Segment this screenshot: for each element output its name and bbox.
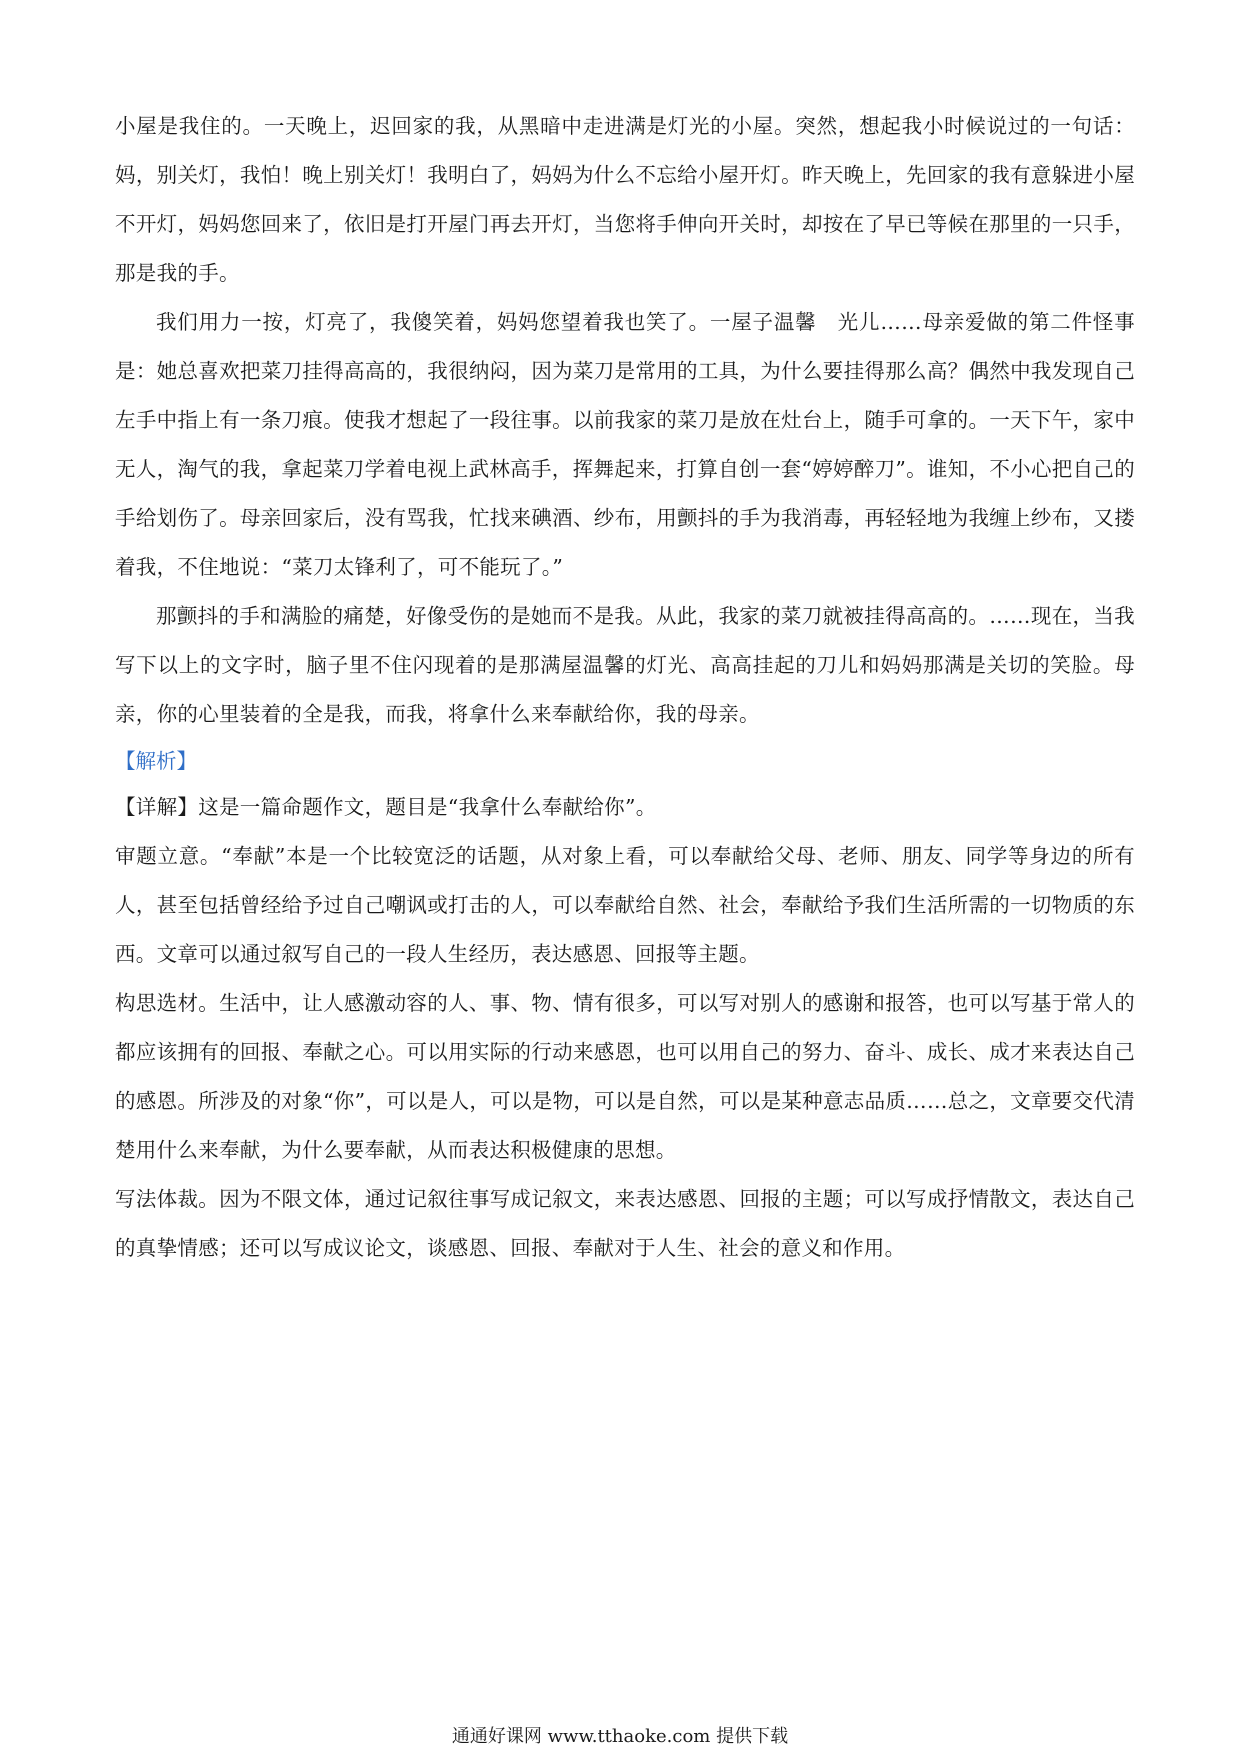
detail-label: 【详解】 xyxy=(115,795,199,819)
analysis-paragraph: 写法体裁。因为不限文体，通过记叙往事写成记叙文，来表达感恩、回报的主题；可以写成抒情散文，表达自己的真挚情感；还可以写成议论文，谈感恩、回报、奉献对于人生、社会的意义和作用。 xyxy=(115,1187,1135,1260)
analysis-section xyxy=(115,739,1135,1273)
analysis-paragraph: 构思选材。生活中，让人感激动容的人、事、物、情有很多，可以写对别人的感谢和报答，也可以写基于常人的都应该拥有的回报、奉献之心。可以用实际的行动来感恩，也可以用自己的努力、奋斗、成长、成才来表达自己的感恩。所涉及的对象“你”，可以是人，可以是物，可以是自然，可以是某种意志品质……总之，文章要交代清楚用什么来奉献，为什么要奉献，从而表达积极健康的思想。 xyxy=(115,991,1135,1162)
page-footer: 通通好课网 www.tthaoke.com 提供下载 xyxy=(451,1726,789,1747)
analysis-paragraph: 审题立意。“奉献”本是一个比较宽泛的话题，从对象上看，可以奉献给父母、老师、朋友、同学等身边的所有人，甚至包括曾经给予过自己嘲讽或打击的人，可以奉献给自然、社会，奉献给予我们生活所需的一切物质的东西。文章可以通过叙写自己的一段人生经历，表达感恩、回报等主题。 xyxy=(115,844,1135,966)
essay-paragraph: 那颤抖的手和满脸的痛楚，好像受伤的是她而不是我。从此，我家的菜刀就被挂得高高的。……现在，当我写下以上的文字时，脑子里不住闪现着的是那满屋温馨的灯光、高高挂起的刀儿和妈妈那满是关切的笑脸。母亲，你的心里装着的全是我，而我，将拿什么来奉献给你，我的母亲。 xyxy=(115,604,1135,726)
page-content xyxy=(115,102,1135,1273)
essay-text xyxy=(115,102,1135,739)
essay-paragraph: 我们用力一按，灯亮了，我傻笑着，妈妈您望着我也笑了。一屋子温馨 光儿……母亲爱做的第二件怪事是：她总喜欢把菜刀挂得高高的，我很纳闷，因为菜刀是常用的工具，为什么要挂得那么高？偶然中我发现自己左手中指上有一条刀痕。使我才想起了一段往事。以前我家的菜刀是放在灶台上，随手可拿的。一天下午，家中无人，淘气的我，拿起菜刀学着电视上武林高手，挥舞起来，打算自创一套“婷婷醉刀”。谁知，不小心把自己的手给划伤了。母亲回家后，没有骂我，忙找来碘酒、纱布，用颤抖的手为我消毒，再轻轻地为我缠上纱布，又搂着我，不住地说：“菜刀太锋利了，可不能玩了。” xyxy=(115,310,1135,579)
detail-paragraph xyxy=(115,783,1135,832)
analysis-label: 【解析】 xyxy=(115,749,197,773)
essay-paragraph: 小屋是我住的。一天晚上，迟回家的我，从黑暗中走进满是灯光的小屋。突然，想起我小时候说过的一句话：妈，别关灯，我怕！晚上别关灯！我明白了，妈妈为什么不忘给小屋开灯。昨天晚上，先回家的我有意躲进小屋不开灯，妈妈您回来了，依旧是打开屋门再去开灯，当您将手伸向开关时，却按在了早已等候在那里的一只手，那是我的手。 xyxy=(115,114,1135,285)
detail-text: 这是一篇命题作文，题目是“我拿什么奉献给你”。 xyxy=(198,795,657,819)
